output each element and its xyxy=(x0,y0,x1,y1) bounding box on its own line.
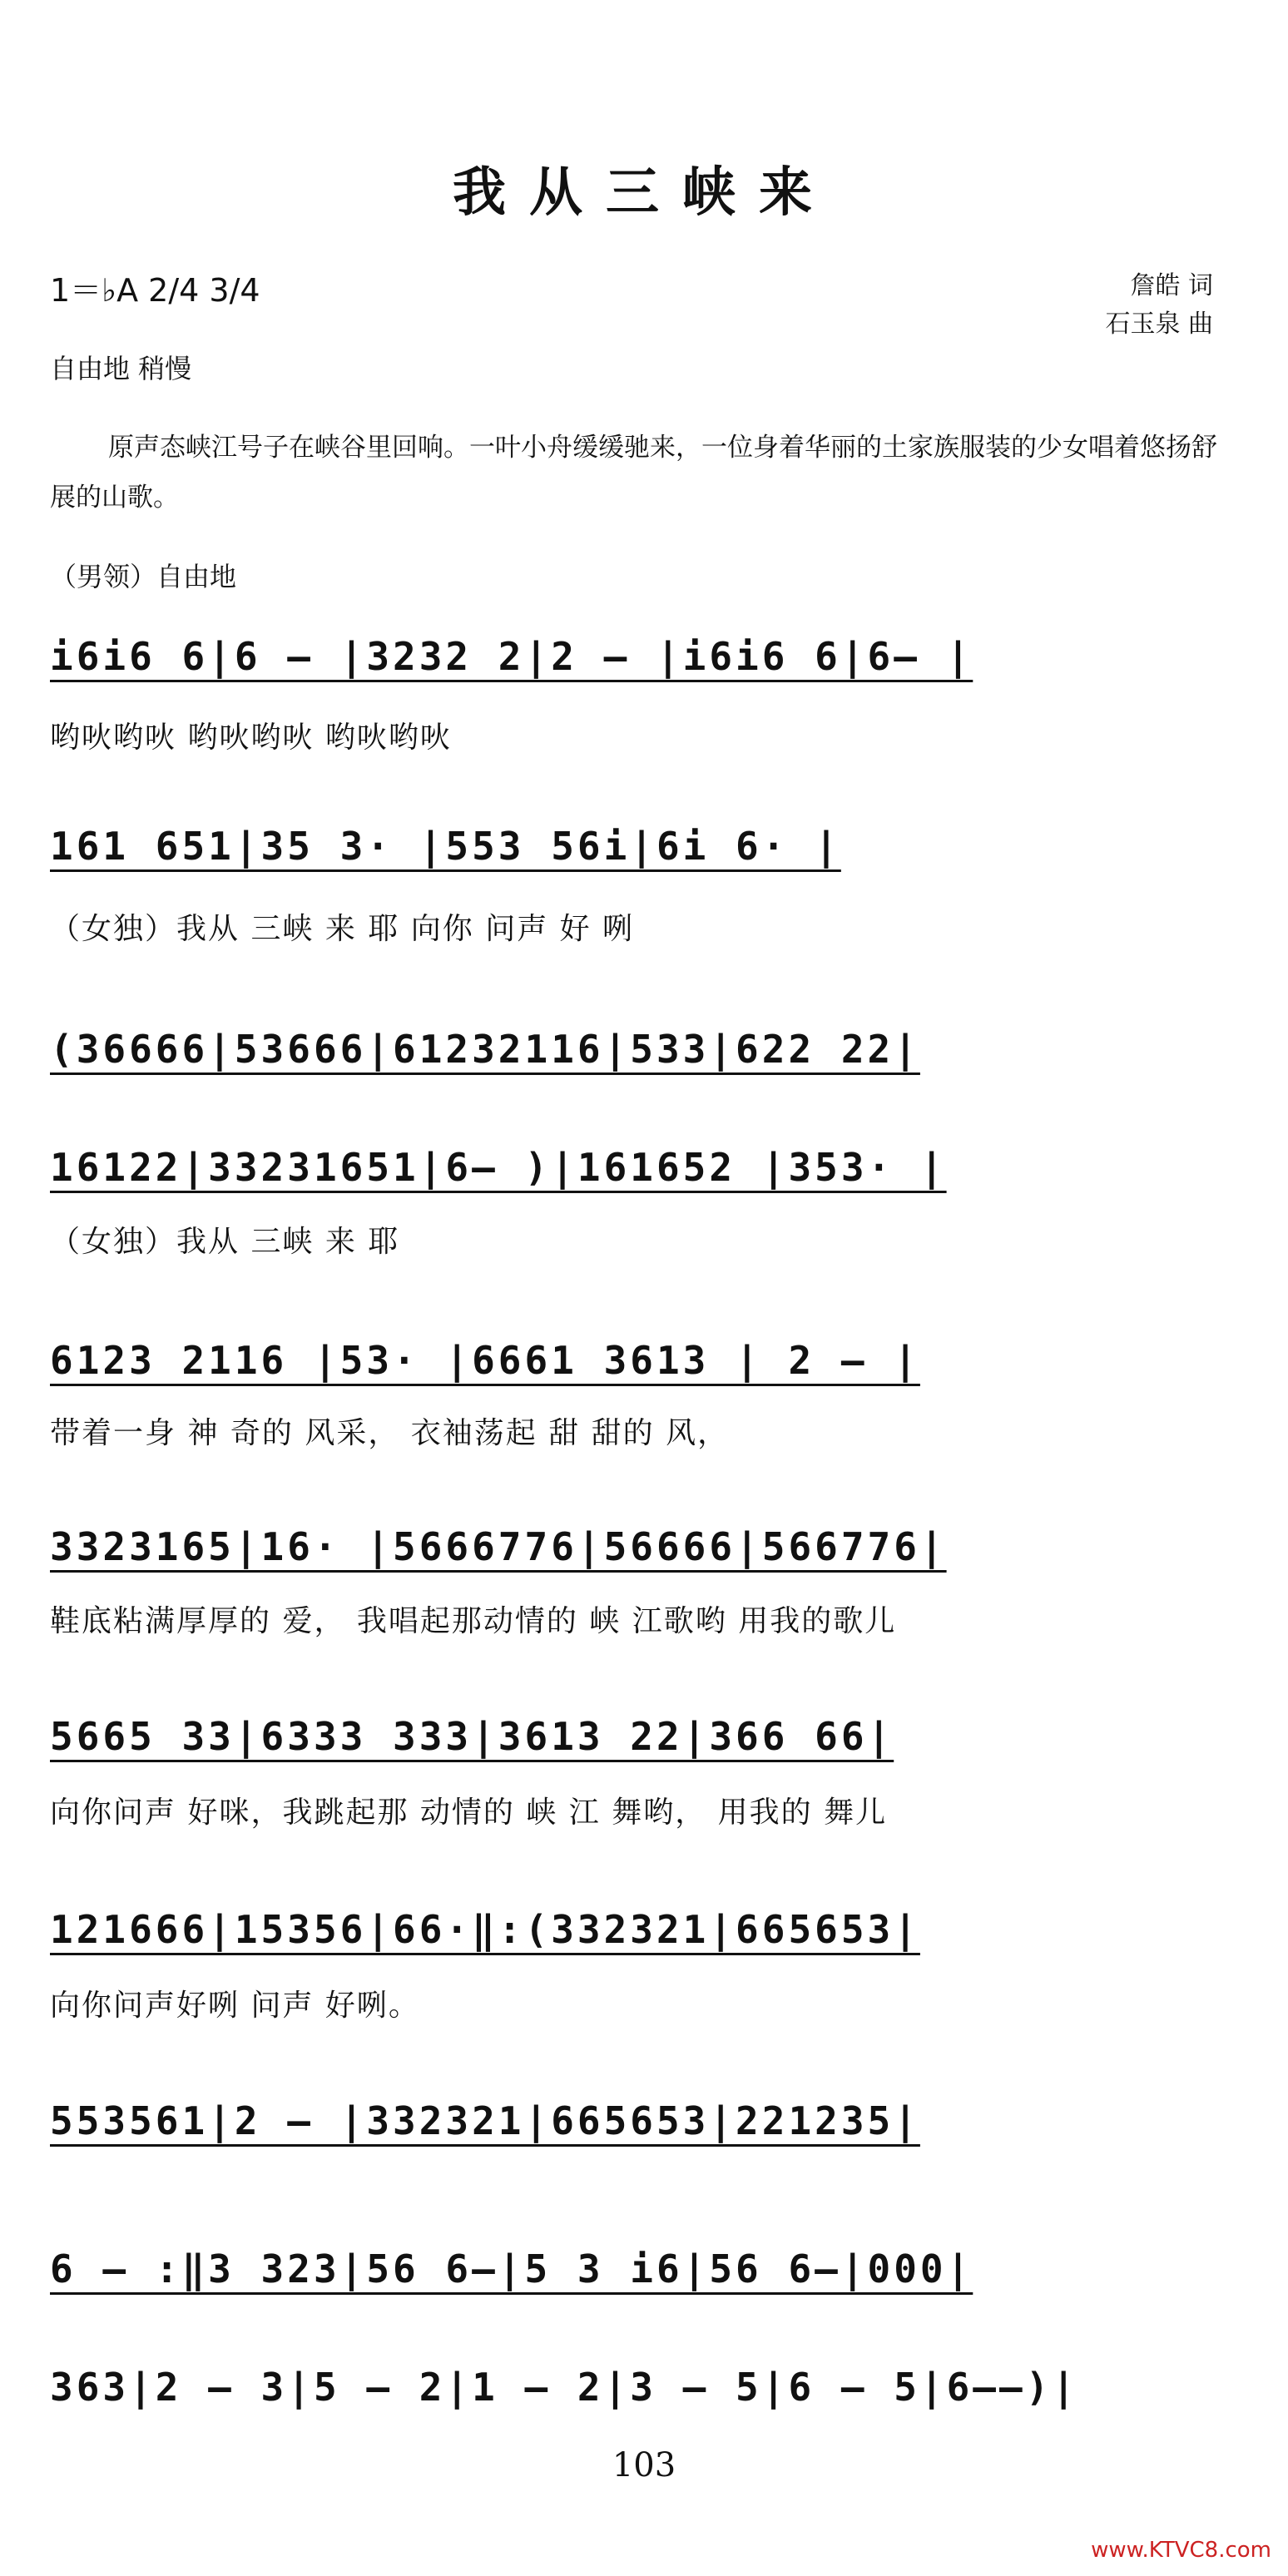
score-row-7-lyrics: 向你问声 好咪，我跳起那 动情的 峡 江 舞哟， 用我的 舞儿 xyxy=(50,1796,888,1830)
watermark: www.KTVC8.com xyxy=(1091,2538,1271,2563)
score-row-5-notes: 6123 2116 |53· |6661 3613 | 2 — | xyxy=(50,1338,920,1383)
score-row-2-notes: 161 651|35 3· |553 56i|6i 6· | xyxy=(50,824,841,869)
score-row-1-lyrics: 哟吙哟吙 哟吙哟吙 哟吙哟吙 xyxy=(50,721,452,755)
score-row-7-notes: 5665 33|6333 333|3613 22|366 66| xyxy=(50,1714,894,1759)
score-row-4-lyrics: （女独）我从 三峡 来 耶 xyxy=(50,1225,400,1259)
score-row-11-notes: 363|2 — 3|5 — 2|1 — 2|3 — 5|6 — 5|6——)| xyxy=(50,2365,1079,2410)
score-row-9-notes: 553561|2 — |332321|665653|221235| xyxy=(50,2098,920,2143)
score-row-10-notes: 6 — :‖3 323|56 6—|5 3 i6|56 6—|000| xyxy=(50,2247,973,2291)
score-row-6-lyrics: 鞋底粘满厚厚的 爱， 我唱起那动情的 峡 江歌哟 用我的歌儿 xyxy=(50,1604,897,1638)
score-row-1-notes: i6i6 6|6 — |3232 2|2 — |i6i6 6|6— | xyxy=(50,634,973,679)
voice-marking: （男领）自由地 xyxy=(50,561,237,592)
score-row-6-notes: 3323165|16· |5666776|56666|566776| xyxy=(50,1524,947,1569)
composer-credit: 石玉泉 曲 xyxy=(1105,310,1213,339)
score-row-5-lyrics: 带着一身 神 奇的 风采， 衣袖荡起 甜 甜的 风， xyxy=(50,1416,730,1450)
score-row-8-notes: 121666|15356|66·‖:(332321|665653| xyxy=(50,1907,920,1952)
lyricist-credit: 詹皓 词 xyxy=(1130,271,1213,300)
score-row-8-lyrics: 向你问声好咧 问声 好咧。 xyxy=(50,1989,420,2023)
tempo-marking: 自由地 稍慢 xyxy=(50,353,192,384)
key-signature: 1＝♭A 2/4 3/4 xyxy=(50,272,260,309)
scene-description: 原声态峡江号子在峡谷里回响。一叶小舟缓缓驰来，一位身着华丽的土家族服装的少女唱着悠扬舒展的山歌。 xyxy=(50,433,1217,513)
score-row-2-lyrics: （女独）我从 三峡 来 耶 向你 问声 好 咧 xyxy=(50,912,635,946)
page-number: 103 xyxy=(612,2446,676,2484)
score-row-4-notes: 16122|33231651|6— )|161652 |353· | xyxy=(50,1145,947,1190)
score-row-3-notes: (36666|53666|61232116|533|622 22| xyxy=(50,1027,920,1072)
page-title: 我从三峡来 xyxy=(453,161,835,224)
